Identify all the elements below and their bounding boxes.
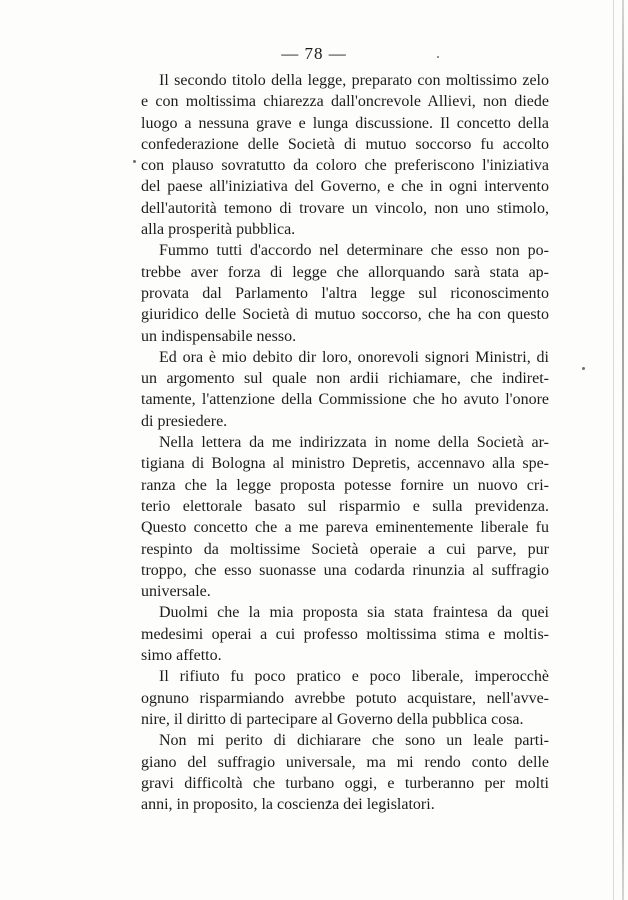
- text-line: del paese all'iniziativa del Governo, e che in ogni intervento: [141, 178, 549, 196]
- page-edge: [622, 0, 624, 900]
- text-line: Il rifiuto fu poco pratico e poco liberale, imperocchè: [159, 668, 549, 686]
- text-line: terio elettorale basato sul risparmio e sulla previdenza.: [141, 497, 549, 515]
- text-line: un argomento sul quale non ardii richiamare, che indiret-: [141, 370, 549, 388]
- text-line: Questo concetto che a me pareva eminentemente liberale fu: [141, 519, 549, 537]
- text-line: giuridico delle Società di mutuo soccorso, che ha con questo: [141, 306, 549, 324]
- text-line: Duolmi che la mia proposta sia stata fraintesa da quei: [159, 604, 549, 622]
- text-line: troppo, che esso suonasse una codarda rinunzia al suffragio: [141, 561, 549, 579]
- text-line: nire, il diritto di partecipare al Governo della pubblica cosa.: [141, 710, 524, 728]
- body-text: [141, 70, 549, 815]
- text-line: confederazione delle Società di mutuo soccorso fu accolto: [141, 135, 549, 153]
- text-line: di presiedere.: [141, 412, 228, 430]
- text-line: medesimi operai a cui professo moltissima stima e moltis-: [141, 625, 549, 643]
- text-line: luogo a nessuna grave e lunga discussione. Il concetto della: [141, 114, 549, 132]
- text-line: ranza che la legge proposta potesse fornire un nuovo cri-: [141, 476, 549, 494]
- text-line: gravi difficoltà che turbano oggi, e turberanno per molti: [141, 774, 549, 792]
- text-line: Nella lettera da me indirizzata in nome della Società ar-: [159, 434, 549, 452]
- text-line: Fummo tutti d'accordo nel determinare che esso non po-: [159, 242, 549, 260]
- text-line: dell'autorità temono di trovare un vincolo, non uno stimolo,: [141, 199, 549, 217]
- text-line: universale.: [141, 583, 211, 601]
- page-edge-shadow: [613, 0, 614, 900]
- text-line: con plauso sovratutto da coloro che preferiscono l'iniziativa: [141, 157, 549, 175]
- text-line: Ed ora è mio debito dir loro, onorevoli signori Ministri, di: [159, 348, 549, 366]
- text-line: anni, in proposito, la coscienza dei legislatori.: [141, 796, 435, 814]
- text-line: giano del suffragio universale, ma mi rendo conto delle: [141, 753, 549, 771]
- text-line: respinto da moltissime Società operaie a cui parve, pur: [141, 540, 549, 558]
- text-line: tigiana di Bologna al ministro Depretis, accennavo alla spe-: [141, 455, 549, 473]
- text-line: provata dal Parlamento l'altra legge sul riconoscimento: [141, 284, 549, 302]
- ink-speck: [133, 160, 136, 163]
- text-line: tamente, l'attenzione della Commissione che ho avuto l'onore: [141, 391, 549, 409]
- text-line: Non mi perito di dichiarare che sono un leale parti-: [159, 732, 549, 750]
- text-line: alla prosperità pubblica.: [141, 221, 296, 239]
- text-line: ognuno risparmiando avrebbe potuto acquistare, nell'avve-: [141, 689, 549, 707]
- text-line: simo affetto.: [141, 647, 222, 665]
- text-line: trebbe aver forza di legge che allorquando sarà stata ap-: [141, 263, 549, 281]
- text-line: un indispensabile nesso.: [141, 327, 297, 345]
- text-line: Il secondo titolo della legge, preparato con moltissimo zelo: [159, 72, 549, 89]
- ink-speck: [582, 367, 585, 370]
- page-number: — 78 —: [281, 44, 347, 63]
- text-line: e con moltissima chiarezza dall'oncrevole Allievi, non diede: [141, 93, 549, 111]
